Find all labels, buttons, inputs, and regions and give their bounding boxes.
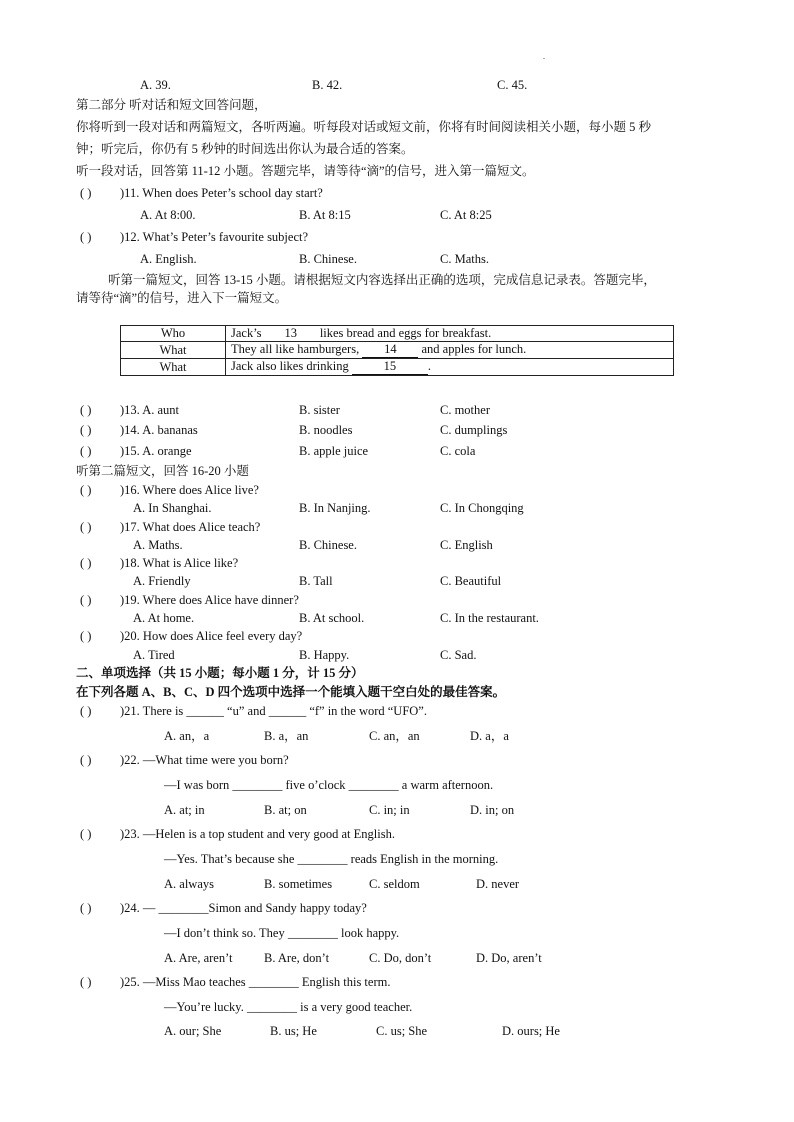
table-cell-label: What [121, 342, 226, 359]
option-c: C. us; She [376, 1024, 428, 1038]
option-a: A. Are, aren’t [164, 951, 233, 965]
text: . [427, 359, 431, 373]
option-a: A. In Shanghai. [133, 501, 212, 515]
option-c: C. Beautiful [440, 574, 502, 588]
answer-paren[interactable]: ( ) [80, 186, 92, 200]
option-b: B. sometimes [264, 877, 333, 891]
question-11: )11. When does Peter’s school day start? [120, 186, 323, 200]
option-b: B. noodles [299, 423, 353, 437]
option-c: C. Maths. [440, 252, 489, 266]
section2-heading: 二、单项选择（共 15 小题；每小题 1 分，计 15 分） [76, 666, 364, 680]
answer-paren[interactable]: ( ) [80, 520, 92, 534]
answer-paren[interactable]: ( ) [80, 629, 92, 643]
question-23: )23. —Helen is a top student and very good at English. [120, 827, 395, 841]
option-b: B. us; He [270, 1024, 317, 1038]
option-a: A. an，a [164, 729, 210, 743]
answer-paren[interactable]: ( ) [80, 593, 92, 607]
option-c: C. dumplings [440, 423, 508, 437]
answer-paren[interactable]: ( ) [80, 975, 92, 989]
option-a: A. always [164, 877, 214, 891]
option-c: C. At 8:25 [440, 208, 492, 222]
dialog-instruction: 听一段对话，回答第 11-12 小题。答题完毕，请等待“滴”的信号，进入第一篇短文。 [76, 164, 535, 178]
option-b: B. sister [299, 403, 340, 417]
option-b: B. Chinese. [299, 252, 357, 266]
table-cell-label: What [121, 359, 226, 376]
answer-paren[interactable]: ( ) [80, 901, 92, 915]
option-b: B. a，an [264, 729, 309, 743]
answer-paren[interactable]: ( ) [80, 444, 92, 458]
option-d: D. Do, aren’t [476, 951, 542, 965]
option-a: A. 39. [140, 78, 171, 92]
section2-instruction: 在下列各题 A、B、C、D 四个选项中选择一个能填入题干空白处的最佳答案。 [76, 685, 506, 699]
info-record-table [120, 325, 674, 376]
question-22: )22. —What time were you born? [120, 753, 289, 767]
option-b: B. Are, don’t [264, 951, 330, 965]
table-row [121, 342, 674, 359]
answer-paren[interactable]: ( ) [80, 704, 92, 718]
option-a: A. our; She [164, 1024, 222, 1038]
answer-paren[interactable]: ( ) [80, 753, 92, 767]
question-18: )18. What is Alice like? [120, 556, 239, 570]
text: They all like hamburgers, [231, 342, 363, 356]
question-25-line2: —You’re lucky. ________ is a very good teacher. [164, 1000, 413, 1014]
blank-15[interactable]: 15 [352, 359, 428, 375]
text: Jack’s [231, 326, 265, 340]
question-23-line2: —Yes. That’s because she ________ reads English in the morning. [164, 852, 499, 866]
table-cell-content [226, 359, 674, 376]
option-c: C. 45. [497, 78, 528, 92]
option-c: C. In Chongqing [440, 501, 524, 515]
option-c: C. mother [440, 403, 490, 417]
question-12: )12. What’s Peter’s favourite subject? [120, 230, 309, 244]
option-b: B. At 8:15 [299, 208, 351, 222]
table-cell-label: Who [121, 326, 226, 342]
option-b: B. apple juice [299, 444, 369, 458]
part2-instr-line1: 你将听到一段对话和两篇短文，各听两遍。听每段对话或短文前，你将有时间阅读相关小题，每小题 5 秒 [76, 120, 652, 134]
option-b: B. 42. [312, 78, 343, 92]
question-22-line2: —I was born ________ five o’clock ________ a warm afternoon. [164, 778, 494, 792]
option-a: A. Maths. [133, 538, 183, 552]
text: and apples for lunch. [418, 342, 527, 356]
question-20: )20. How does Alice feel every day? [120, 629, 303, 643]
question-16: )16. Where does Alice live? [120, 483, 259, 497]
text: likes bread and eggs for breakfast. [316, 326, 492, 340]
option-c: C. English [440, 538, 493, 552]
option-b: B. At school. [299, 611, 365, 625]
passage2-instruction: 听第二篇短文，回答 16-20 小题 [76, 464, 249, 478]
option-a: A. At 8:00. [140, 208, 196, 222]
blank-14[interactable]: 14 [362, 342, 418, 358]
question-13: )13. A. aunt [120, 403, 180, 417]
option-a: A. Friendly [133, 574, 191, 588]
answer-paren[interactable]: ( ) [80, 403, 92, 417]
option-c: C. Do, don’t [369, 951, 432, 965]
answer-paren[interactable]: ( ) [80, 230, 92, 244]
question-25: )25. —Miss Mao teaches ________ English this term. [120, 975, 391, 989]
question-24: )24. — ________Simon and Sandy happy today? [120, 901, 367, 915]
option-d: D. a，a [470, 729, 509, 743]
part2-heading: 第二部分 听对话和短文回答问题， [76, 98, 267, 112]
answer-paren[interactable]: ( ) [80, 483, 92, 497]
option-b: B. In Nanjing. [299, 501, 371, 515]
blank-13[interactable]: 13 [284, 326, 297, 340]
answer-paren[interactable]: ( ) [80, 423, 92, 437]
option-d: D. ours; He [502, 1024, 560, 1038]
option-b: B. Tall [299, 574, 333, 588]
option-b: B. Chinese. [299, 538, 357, 552]
answer-paren[interactable]: ( ) [80, 556, 92, 570]
option-a: A. At home. [133, 611, 195, 625]
question-17: )17. What does Alice teach? [120, 520, 261, 534]
question-14: )14. A. bananas [120, 423, 198, 437]
option-b: B. Happy. [299, 648, 350, 662]
option-a: A. at; in [164, 803, 205, 817]
page-mark: . [543, 52, 545, 61]
option-c: C. In the restaurant. [440, 611, 539, 625]
option-c: C. cola [440, 444, 476, 458]
option-a: A. English. [140, 252, 197, 266]
question-19: )19. Where does Alice have dinner? [120, 593, 299, 607]
option-c: C. in; in [369, 803, 410, 817]
table-cell-content [226, 342, 674, 359]
option-d: D. never [476, 877, 520, 891]
option-c: C. an，an [369, 729, 420, 743]
table-cell-content [226, 326, 674, 342]
option-c: C. seldom [369, 877, 420, 891]
question-15: )15. A. orange [120, 444, 192, 458]
part2-instr-line2: 钟；听完后，你仍有 5 秒钟的时间选出你认为最合适的答案。 [76, 142, 414, 156]
passage1-instr-line2: 请等待“滴”的信号，进入下一篇短文。 [76, 291, 288, 305]
option-b: B. at; on [264, 803, 307, 817]
passage1-instr-line1: 听第一篇短文，回答 13-15 小题。请根据短文内容选择出正确的选项，完成信息记录表。答题完毕， [108, 273, 656, 287]
answer-paren[interactable]: ( ) [80, 827, 92, 841]
question-21: )21. There is ______ “u” and ______ “f” in the word “UFO”. [120, 704, 427, 718]
option-a: A. Tired [133, 648, 175, 662]
text: Jack also likes drinking [231, 359, 352, 373]
question-24-line2: —I don’t think so. They ________ look happy. [164, 926, 400, 940]
table-row [121, 359, 674, 376]
option-d: D. in; on [470, 803, 515, 817]
option-c: C. Sad. [440, 648, 477, 662]
table-row [121, 326, 674, 342]
